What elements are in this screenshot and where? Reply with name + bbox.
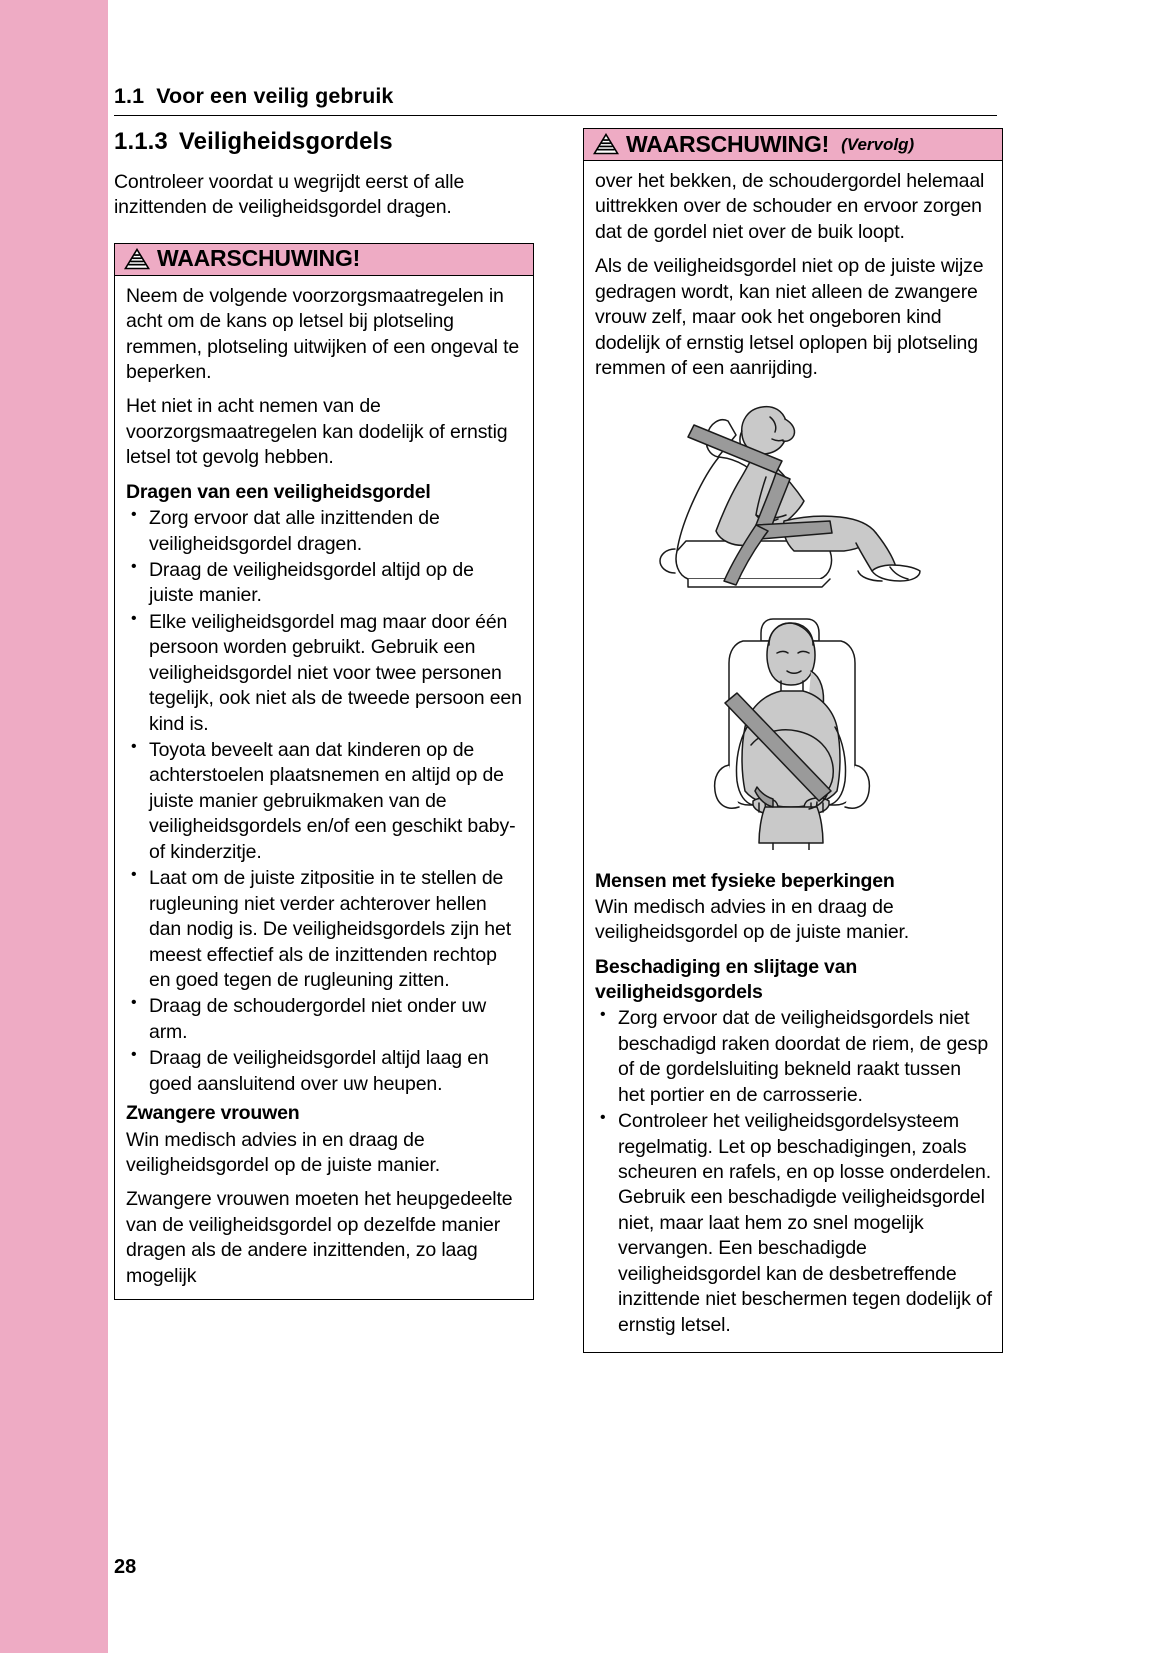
list-item: • Zorg ervoor dat alle inzittenden de veiligheidsgordel dragen. [126,506,523,557]
warning-subheading: Beschadiging en slijtage van veiligheidsgordels [595,955,858,1004]
warning-triangle-icon [593,133,619,155]
list-item: • Draag de schoudergordel niet onder uw arm. [126,994,523,1045]
running-header [114,84,994,116]
warning-body-right [584,161,1002,1352]
warning-bullet-list [126,506,523,1097]
warning-title: WAARSCHUWING! [157,245,361,272]
section-heading [114,128,534,156]
section-intro-paragraph: Controleer voordat u wegrijdt eerst of alle inzittenden de veiligheidsgordel dragen. [114,171,465,219]
running-header-title: Voor een veilig gebruik [156,84,394,108]
warning-body-left [115,276,533,1299]
pregnant-occupant-figure [669,615,919,850]
warning-title: WAARSCHUWING! [626,130,830,157]
list-item: • Elke veiligheidsgordel mag maar door één persoon worden gebruikt. Gebruik een veiligheidsgordel niet voor twee personen tegelijk, ook niet als de tweede persoon een kind is. [126,610,523,737]
warning-header-bar [115,244,533,276]
warning-box-right [583,128,1003,1353]
section-number: 1.1.3 [114,128,168,155]
warning-paragraph: over het bekken, de schoudergordel helemaal uittrekken over de schouder en ervoor zorgen dat de gordel niet over de buik loopt. [595,170,985,243]
warning-continued-label: (Vervolg) [841,134,915,154]
warning-paragraph: Win medisch advies in en draag de veiligheidsgordel op de juiste manier. [126,1128,441,1176]
list-item: • Controleer het veiligheidsgordelsysteem regelmatig. Let op beschadigingen, zoals scheuren en rafels, en op losse onderdelen. Gebruik een beschadigde veiligheidsgordel niet, maar laat hem zo snel mogelijk vervangen. Een beschadigde veiligheidsgordel kan de desbetreffende inzittende niet beschermen tegen dodelijk of ernstig letsel. [595,1109,992,1338]
pregnant-occupant-seatbelt-illustration [595,615,992,855]
warning-paragraph: Neem de volgende voorzorgsmaatregelen in acht om de kans op letsel bij plotseling remmen, plotseling uitwijken of een ongeval te beperken. [126,284,520,383]
manual-page [108,0,1165,1653]
warning-subheading: Zwangere vrouwen [126,1102,300,1125]
page-edge-color-band [0,0,108,1653]
list-item: • Draag de veiligheidsgordel altijd laag en goed aansluitend over uw heupen. [126,1046,523,1097]
warning-header-bar [584,129,1002,161]
reclined-occupant-seatbelt-illustration [595,391,992,601]
warning-paragraph: Als de veiligheidsgordel niet op de juiste wijze gedragen wordt, kan niet alleen de zwangere vrouw zelf, maar ook het ongeboren kind dodelijk of ernstig letsel oplopen bij plotseling remmen of een aanrijding. [595,255,984,380]
list-item: • Toyota beveelt aan dat kinderen op de achterstoelen plaatsnemen en altijd op de juiste manier gebruikmaken van de veiligheidsgordels en/of een geschikt baby- of kinderzitje. [126,738,523,865]
header-divider-rule [114,115,997,116]
list-item: • Laat om de juiste zitpositie in te stellen de rugleuning niet verder achterover hellen dan nodig is. De veiligheidsgordels zijn het meest effectief als de inzittenden rechtop en goed tegen de rugleuning zitten. [126,866,523,993]
running-header-line [114,84,994,109]
warning-paragraph: Zwangere vrouwen moeten het heupgedeelte van de veiligheidsgordel op dezelfde manier dragen als de andere inzittenden, zo laag mogelijk [126,1188,513,1287]
warning-subheading: Mensen met fysieke beperkingen [595,869,895,892]
list-item: • Zorg ervoor dat de veiligheidsgordels niet beschadigd raken doordat de riem, de gesp of de gordelsluiting bekneld raakt tussen het portier en de carrosserie. [595,1006,992,1108]
warning-subheading: Dragen van een veiligheidsgordel [126,480,431,503]
warning-bullet-list [595,1006,992,1338]
reclined-occupant-figure [644,391,944,596]
warning-box-left [114,243,534,1300]
two-column-layout [108,128,1165,1528]
running-header-number: 1.1 [114,84,145,108]
right-column [583,128,1003,1353]
page-number: 28 [114,1556,137,1578]
left-column [114,128,534,1300]
list-item: • Draag de veiligheidsgordel altijd op de juiste manier. [126,558,523,609]
warning-triangle-icon [124,248,150,270]
warning-paragraph: Win medisch advies in en draag de veiligheidsgordel op de juiste manier. [595,895,910,944]
warning-paragraph: Het niet in acht nemen van de voorzorgsmaatregelen kan dodelijk of ernstig letsel tot gevolg hebben. [126,395,508,469]
section-title: Veiligheidsgordels [178,128,393,155]
